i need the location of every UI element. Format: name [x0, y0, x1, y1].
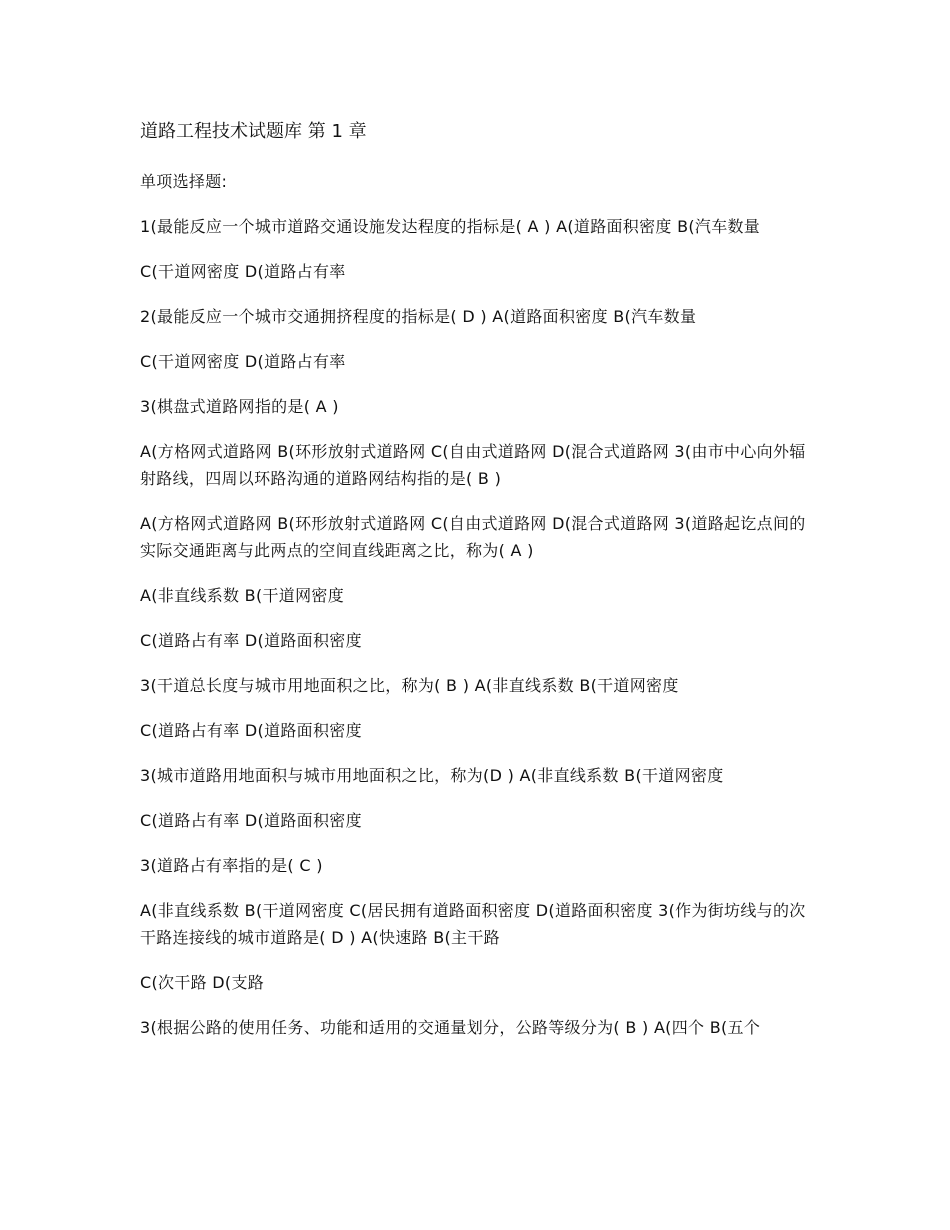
paragraph: C(道路占有率 D(道路面积密度: [140, 811, 362, 830]
paragraph: 3(棋盘式道路网指的是( A ): [140, 397, 339, 416]
paragraph: 3(城市道路用地面积与城市用地面积之比，称为(D ) A(非直线系数 B(干道网密度: [140, 766, 724, 785]
paragraph: 3(根据公路的使用任务、功能和适用的交通量划分，公路等级分为( B ) A(四个 B(五个: [140, 1018, 761, 1037]
paragraph: A(非直线系数 B(干道网密度: [140, 586, 344, 605]
paragraph: A(方格网式道路网 B(环形放射式道路网 C(自由式道路网 D(混合式道路网 3(道路起讫点间的实际交通距离与此两点的空间直线距离之比，称为( A ): [140, 514, 806, 560]
paragraph-section-heading: 单项选择题:: [140, 172, 228, 191]
paragraph: 2(最能反应一个城市交通拥挤程度的指标是( D ) A(道路面积密度 B(汽车数量: [140, 307, 697, 326]
paragraph: 3(干道总长度与城市用地面积之比，称为( B ) A(非直线系数 B(干道网密度: [140, 676, 679, 695]
paragraph: C(道路占有率 D(道路面积密度: [140, 721, 362, 740]
paragraph: C(道路占有率 D(道路面积密度: [140, 631, 362, 650]
paragraph: 1(最能反应一个城市道路交通设施发达程度的指标是( A ) A(道路面积密度 B(汽车数量: [140, 217, 761, 236]
paragraph: A(非直线系数 B(干道网密度 C(居民拥有道路面积密度 D(道路面积密度 3(作为街坊线与的次干路连接线的城市道路是( D ) A(快速路 B(主干路: [140, 901, 806, 947]
document-page: [140, 118, 808, 1059]
paragraph: C(干道网密度 D(道路占有率: [140, 262, 346, 281]
paragraph: C(次干路 D(支路: [140, 973, 265, 992]
paragraph: C(干道网密度 D(道路占有率: [140, 352, 346, 371]
paragraph: 3(道路占有率指的是( C ): [140, 856, 323, 875]
document-title: 道路工程技术试题库 第 1 章: [140, 121, 367, 142]
paragraph: A(方格网式道路网 B(环形放射式道路网 C(自由式道路网 D(混合式道路网 3(由市中心向外辐射路线，四周以环路沟通的道路网结构指的是( B ): [140, 442, 806, 488]
